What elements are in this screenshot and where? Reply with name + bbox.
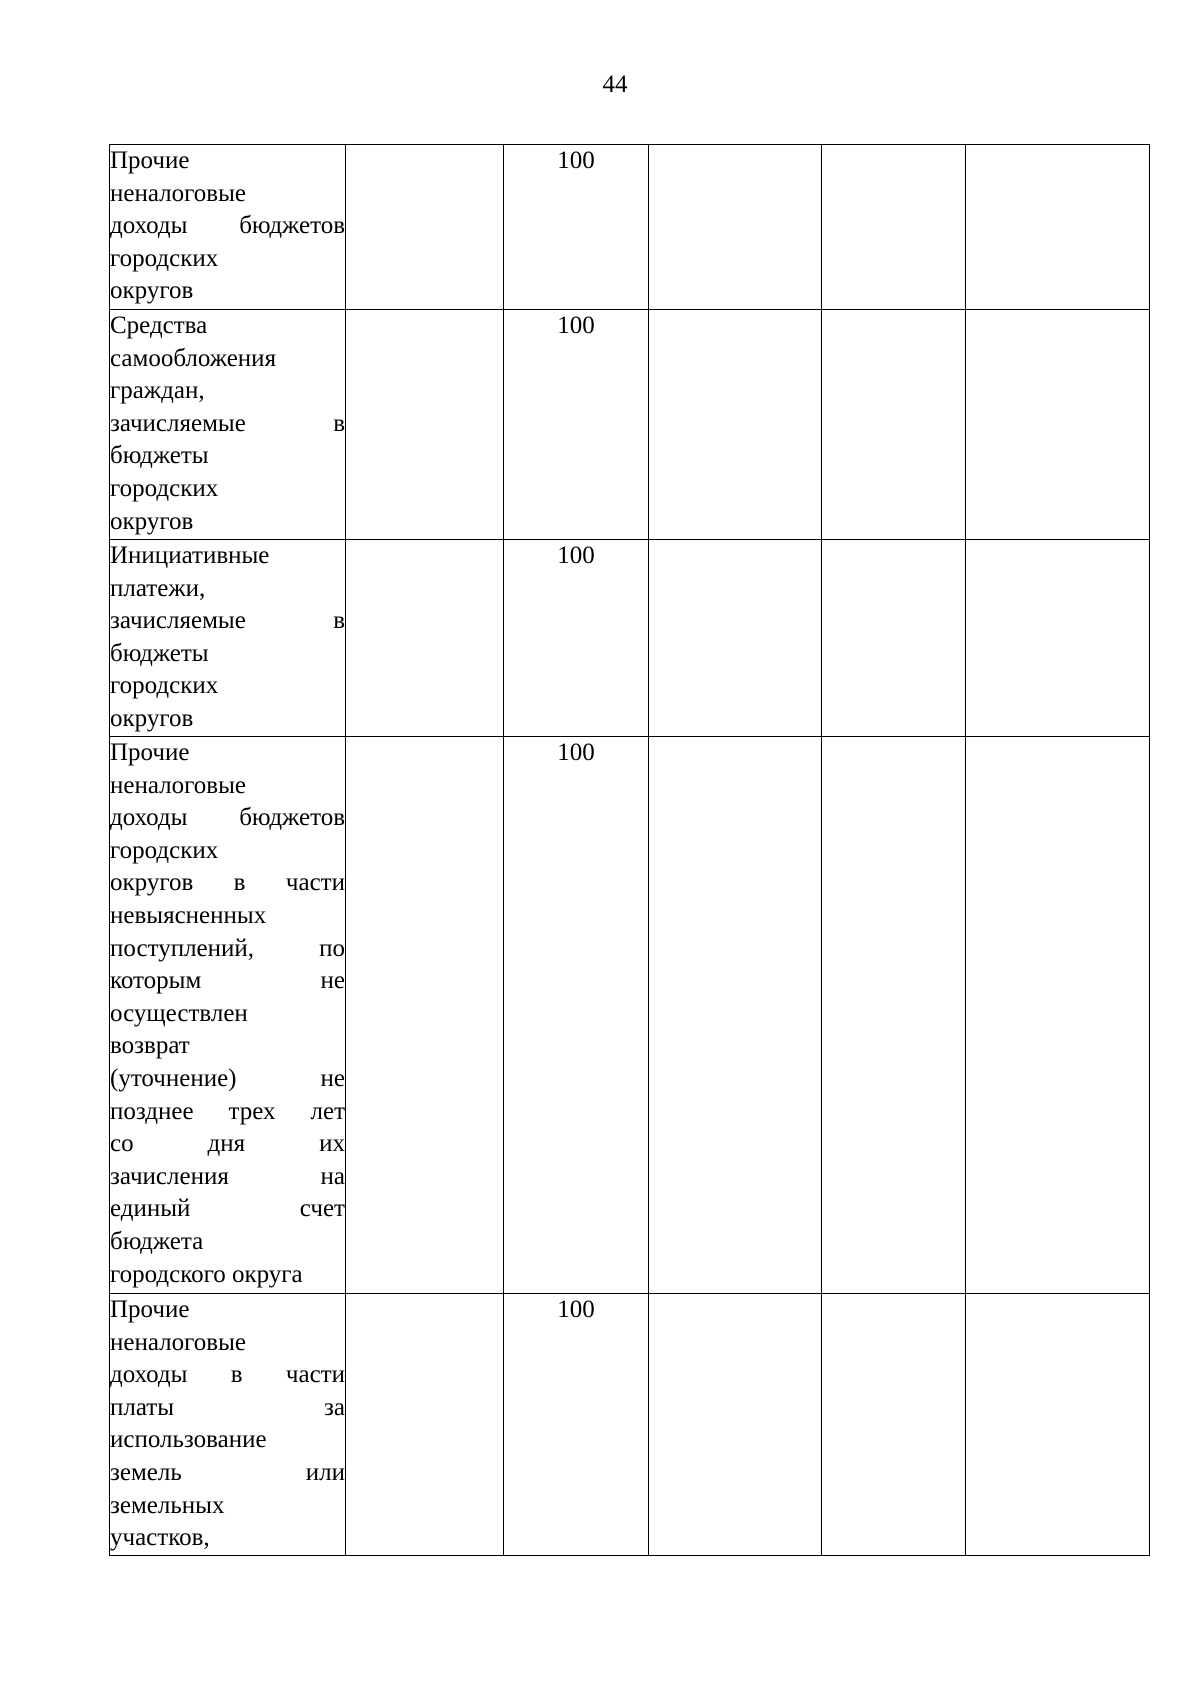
description-line: городских bbox=[110, 672, 219, 700]
revenue-table bbox=[109, 144, 1150, 1556]
description-line: которым не bbox=[110, 967, 345, 995]
description-line: Инициативные bbox=[110, 542, 270, 569]
empty-cell bbox=[966, 310, 1150, 540]
description-line: невыясненных bbox=[110, 901, 267, 929]
description-line: доходы в части bbox=[110, 1361, 345, 1389]
description-line: бюджеты bbox=[110, 639, 209, 667]
empty-cell bbox=[966, 540, 1150, 737]
percentage-cell: 100 bbox=[504, 1294, 649, 1556]
description-line: поступлений, по bbox=[110, 934, 345, 962]
description-line: платы за bbox=[110, 1393, 345, 1421]
description-line: участков, bbox=[110, 1524, 210, 1552]
description-line: использование bbox=[110, 1426, 267, 1454]
table-row bbox=[110, 145, 1150, 310]
description-line: зачисления на bbox=[110, 1162, 345, 1190]
description-line: со дня их bbox=[110, 1130, 345, 1158]
description-line: (уточнение) не bbox=[110, 1064, 345, 1092]
empty-cell bbox=[649, 310, 822, 540]
description-line: округов bbox=[110, 507, 194, 535]
page-number: 44 bbox=[602, 71, 628, 98]
empty-cell bbox=[966, 1294, 1150, 1556]
description-line: зачисляемые в bbox=[110, 409, 345, 437]
percentage-cell: 100 bbox=[504, 540, 649, 737]
description-line: земельных bbox=[110, 1491, 225, 1519]
description-line: неналоговые bbox=[110, 1328, 246, 1356]
empty-cell bbox=[966, 145, 1150, 310]
empty-cell bbox=[822, 1294, 966, 1556]
empty-cell bbox=[346, 540, 504, 737]
empty-cell bbox=[649, 540, 822, 737]
description-line: доходы бюджетов bbox=[110, 212, 345, 240]
empty-cell bbox=[822, 310, 966, 540]
description-line: граждан, bbox=[110, 377, 205, 405]
table-row bbox=[110, 737, 1150, 1294]
description-line: Прочие bbox=[110, 147, 190, 174]
description-line: земель или bbox=[110, 1458, 345, 1486]
row-description bbox=[110, 145, 346, 310]
empty-cell bbox=[346, 310, 504, 540]
percentage-cell: 100 bbox=[504, 145, 649, 310]
description-line: позднее трех лет bbox=[110, 1097, 345, 1125]
description-line: зачисляемые в bbox=[110, 607, 345, 635]
description-line: городских bbox=[110, 244, 219, 272]
table-body bbox=[110, 145, 1150, 1556]
row-description bbox=[110, 540, 346, 737]
empty-cell bbox=[346, 737, 504, 1294]
description-line: доходы бюджетов bbox=[110, 804, 345, 832]
row-description bbox=[110, 310, 346, 540]
description-line: единый счет bbox=[110, 1195, 345, 1223]
percentage-cell: 100 bbox=[504, 310, 649, 540]
description-line: неналоговые bbox=[110, 771, 246, 799]
description-line: бюджеты bbox=[110, 442, 209, 470]
description-line: самообложения bbox=[110, 344, 277, 372]
empty-cell bbox=[346, 145, 504, 310]
description-line: неналоговые bbox=[110, 179, 246, 207]
row-description bbox=[110, 1294, 346, 1556]
description-line: городских bbox=[110, 474, 219, 502]
description-line: возврат bbox=[110, 1032, 190, 1060]
empty-cell bbox=[346, 1294, 504, 1556]
description-line: платежи, bbox=[110, 574, 206, 602]
table-row bbox=[110, 1294, 1150, 1556]
empty-cell bbox=[649, 737, 822, 1294]
description-line: городских bbox=[110, 836, 219, 864]
empty-cell bbox=[649, 1294, 822, 1556]
description-line: округов bbox=[110, 704, 194, 732]
empty-cell bbox=[822, 540, 966, 737]
description-line: осуществлен bbox=[110, 999, 248, 1027]
empty-cell bbox=[822, 737, 966, 1294]
description-line: округов в части bbox=[110, 869, 345, 897]
empty-cell bbox=[822, 145, 966, 310]
description-line: городского округа bbox=[110, 1260, 303, 1288]
table-row bbox=[110, 540, 1150, 737]
table-row bbox=[110, 310, 1150, 540]
percentage-cell: 100 bbox=[504, 737, 649, 1294]
description-line: Прочие bbox=[110, 1296, 190, 1323]
description-line: бюджета bbox=[110, 1227, 204, 1255]
row-description bbox=[110, 737, 346, 1294]
description-line: Средства bbox=[110, 312, 208, 339]
description-line: округов bbox=[110, 277, 194, 305]
empty-cell bbox=[649, 145, 822, 310]
description-line: Прочие bbox=[110, 739, 190, 766]
empty-cell bbox=[966, 737, 1150, 1294]
